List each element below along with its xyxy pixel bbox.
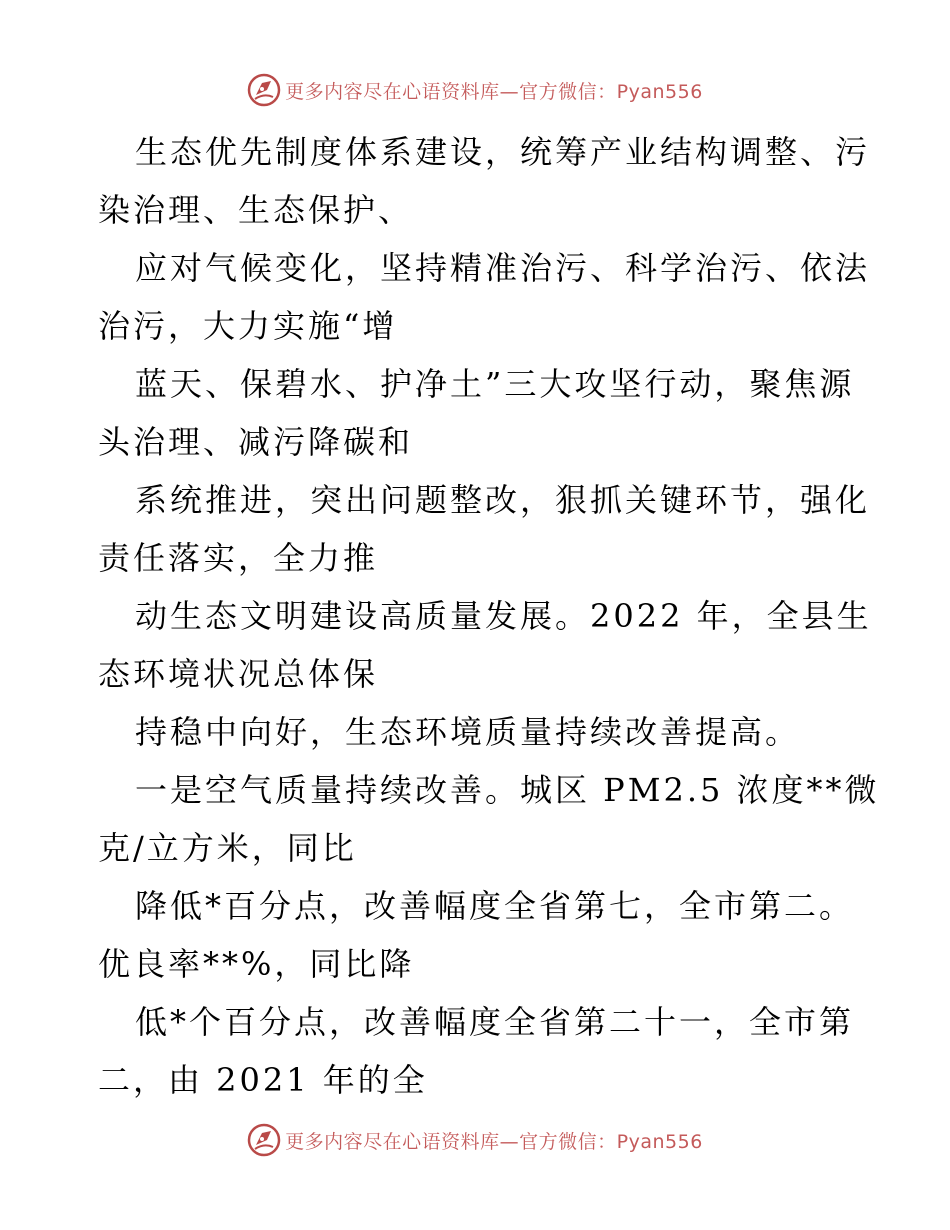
- header-banner-text: 更多内容尽在心语资料库—官方微信：Pyan556: [285, 80, 703, 103]
- footer-banner-text: 更多内容尽在心语资料库—官方微信：Pyan556: [285, 1130, 703, 1153]
- body-line: 染治理、生态保护、: [98, 191, 414, 229]
- body-line: 蓝天、保碧水、护净土”三大攻坚行动，聚焦源: [135, 365, 855, 403]
- body-line: 系统推进，突出问题整改，狠抓关键环节，强化: [135, 481, 871, 519]
- header-banner: [0, 70, 950, 110]
- body-line: 治污，大力实施“增: [98, 307, 398, 345]
- body-line: 低*个百分点，改善幅度全省第二十一，全市第: [135, 1003, 855, 1041]
- body-line: 一是空气质量持续改善。城区 PM2.5 浓度**微: [135, 771, 880, 809]
- body-line: 降低*百分点，改善幅度全省第七，全市第二。: [135, 887, 855, 925]
- body-line: 态环境状况总体保: [98, 655, 379, 693]
- footer-banner: [0, 1120, 950, 1160]
- body-line: 头治理、减污降碳和: [98, 423, 414, 461]
- body-line: 责任落实，全力推: [98, 539, 379, 577]
- book-pen-logo-icon: [247, 1123, 281, 1157]
- body-line: 优良率**%，同比降: [98, 945, 415, 983]
- body-line: 生态优先制度体系建设，统筹产业结构调整、污: [135, 133, 871, 171]
- body-line: 应对气候变化，坚持精准治污、科学治污、依法: [135, 249, 871, 287]
- body-line: 克/立方米，同比: [98, 829, 357, 867]
- body-line: 持稳中向好，生态环境质量持续改善提高。: [135, 713, 801, 751]
- document-body: [98, 123, 880, 1109]
- body-line: 二，由 2021 年的全: [98, 1061, 428, 1099]
- book-pen-logo-icon: [247, 73, 281, 107]
- body-line: 动生态文明建设高质量发展。2022 年，全县生: [135, 597, 872, 635]
